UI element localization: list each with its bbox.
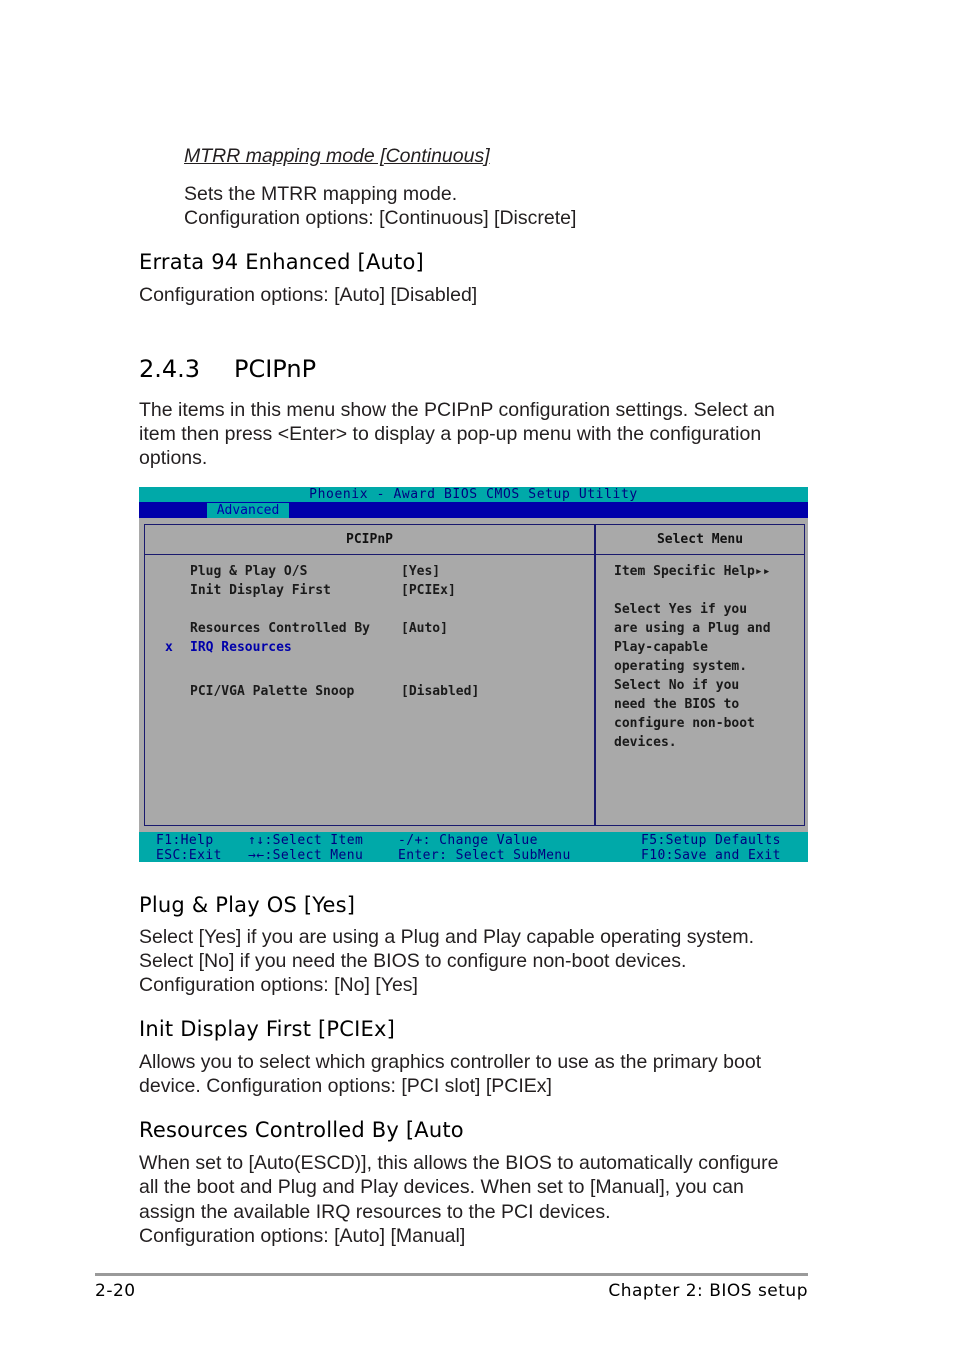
- bios-help-line: devices.: [614, 735, 677, 750]
- bios-screen: [139, 487, 808, 862]
- bios-help-line: are using a Plug and: [614, 621, 771, 636]
- bios-tab-advanced[interactable]: Advanced: [216, 503, 280, 518]
- bios-help-line: Select Yes if you: [614, 602, 748, 617]
- bios-item-label[interactable]: Plug & Play O/S: [190, 564, 308, 579]
- bios-help-line: configure non-boot: [614, 716, 755, 731]
- section-intro-1: The items in this menu show the PCIPnP configuration settings. Select an: [139, 399, 775, 421]
- resources-line-1: When set to [Auto(ESCD)], this allows the BIOS to automatically configure: [139, 1152, 779, 1174]
- bios-key-save-exit: F10:Save and Exit: [641, 848, 781, 863]
- chapter-label: Chapter 2: BIOS setup: [608, 1281, 808, 1301]
- section-number: 2.4.3: [139, 355, 201, 383]
- bios-key-select-submenu: Enter: Select SubMenu: [398, 848, 571, 863]
- bios-item-value[interactable]: [Auto]: [401, 621, 448, 636]
- bios-key-help: F1:Help: [156, 833, 214, 848]
- errata-heading: Errata 94 Enhanced [Auto]: [139, 250, 424, 274]
- footer-rule: [95, 1273, 808, 1276]
- pnp-line-3: Configuration options: [No] [Yes]: [139, 974, 418, 996]
- bios-help-title-text: Item Specific Help: [614, 564, 755, 579]
- section-intro-3: options.: [139, 447, 208, 469]
- pnp-line-1: Select [Yes] if you are using a Plug and Play capable operating system.: [139, 926, 754, 948]
- bios-key-setup-defaults: F5:Setup Defaults: [641, 833, 781, 848]
- bios-item-label[interactable]: Resources Controlled By: [190, 621, 371, 636]
- errata-options: Configuration options: [Auto] [Disabled]: [139, 284, 478, 306]
- resources-line-2: all the boot and Plug and Play devices. When set to [Manual], you can: [139, 1176, 744, 1198]
- bios-item-value[interactable]: [Disabled]: [401, 684, 480, 699]
- bios-right-header: Select Menu: [656, 532, 744, 547]
- bios-help-title: [614, 562, 771, 581]
- init-line-1: Allows you to select which graphics controller to use as the primary boot: [139, 1051, 762, 1073]
- bios-key-select-item: ↑↓:Select Item: [248, 833, 364, 848]
- section-title: PCIPnP: [234, 355, 317, 383]
- pnp-line-2: Select [No] if you need the BIOS to configure non-boot devices.: [139, 950, 687, 972]
- bios-item-value[interactable]: [PCIEx]: [401, 583, 456, 598]
- init-heading: Init Display First [PCIEx]: [139, 1017, 396, 1041]
- bios-key-exit: ESC:Exit: [156, 848, 222, 863]
- bios-help-line: need the BIOS to: [614, 697, 740, 712]
- bios-help-line: Play-capable: [614, 640, 708, 655]
- bios-item-disabled-marker: x: [165, 640, 173, 655]
- bios-left-header: PCIPnP: [346, 532, 393, 547]
- init-line-2: device. Configuration options: [PCI slot] [PCIEx]: [139, 1075, 552, 1097]
- bios-title: Phoenix - Award BIOS CMOS Setup Utility: [309, 487, 638, 502]
- bios-key-change-value: -/+: Change Value: [398, 833, 538, 848]
- bios-help-line: operating system.: [614, 659, 748, 674]
- bios-help-line: Select No if you: [614, 678, 740, 693]
- pnp-heading: Plug & Play OS [Yes]: [139, 893, 356, 917]
- mtrr-options: Configuration options: [Continuous] [Discrete]: [184, 207, 577, 229]
- resources-line-4: Configuration options: [Auto] [Manual]: [139, 1225, 466, 1247]
- bios-item-label: IRQ Resources: [190, 640, 292, 655]
- resources-line-3: assign the available IRQ resources to the PCI devices.: [139, 1201, 611, 1223]
- mtrr-desc: Sets the MTRR mapping mode.: [184, 183, 458, 205]
- page-number: 2-20: [95, 1281, 136, 1301]
- section-intro-2: item then press <Enter> to display a pop-up menu with the configuration: [139, 423, 762, 445]
- bios-key-select-menu: →←:Select Menu: [248, 848, 364, 863]
- bios-item-label[interactable]: PCI/VGA Palette Snoop: [190, 684, 355, 699]
- bios-item-label[interactable]: Init Display First: [190, 583, 331, 598]
- resources-heading: Resources Controlled By [Auto: [139, 1118, 464, 1142]
- bios-item-value[interactable]: [Yes]: [401, 564, 441, 579]
- mtrr-title: MTRR mapping mode [Continuous]: [184, 145, 490, 167]
- double-arrow-icon: ▸▸: [754, 564, 771, 579]
